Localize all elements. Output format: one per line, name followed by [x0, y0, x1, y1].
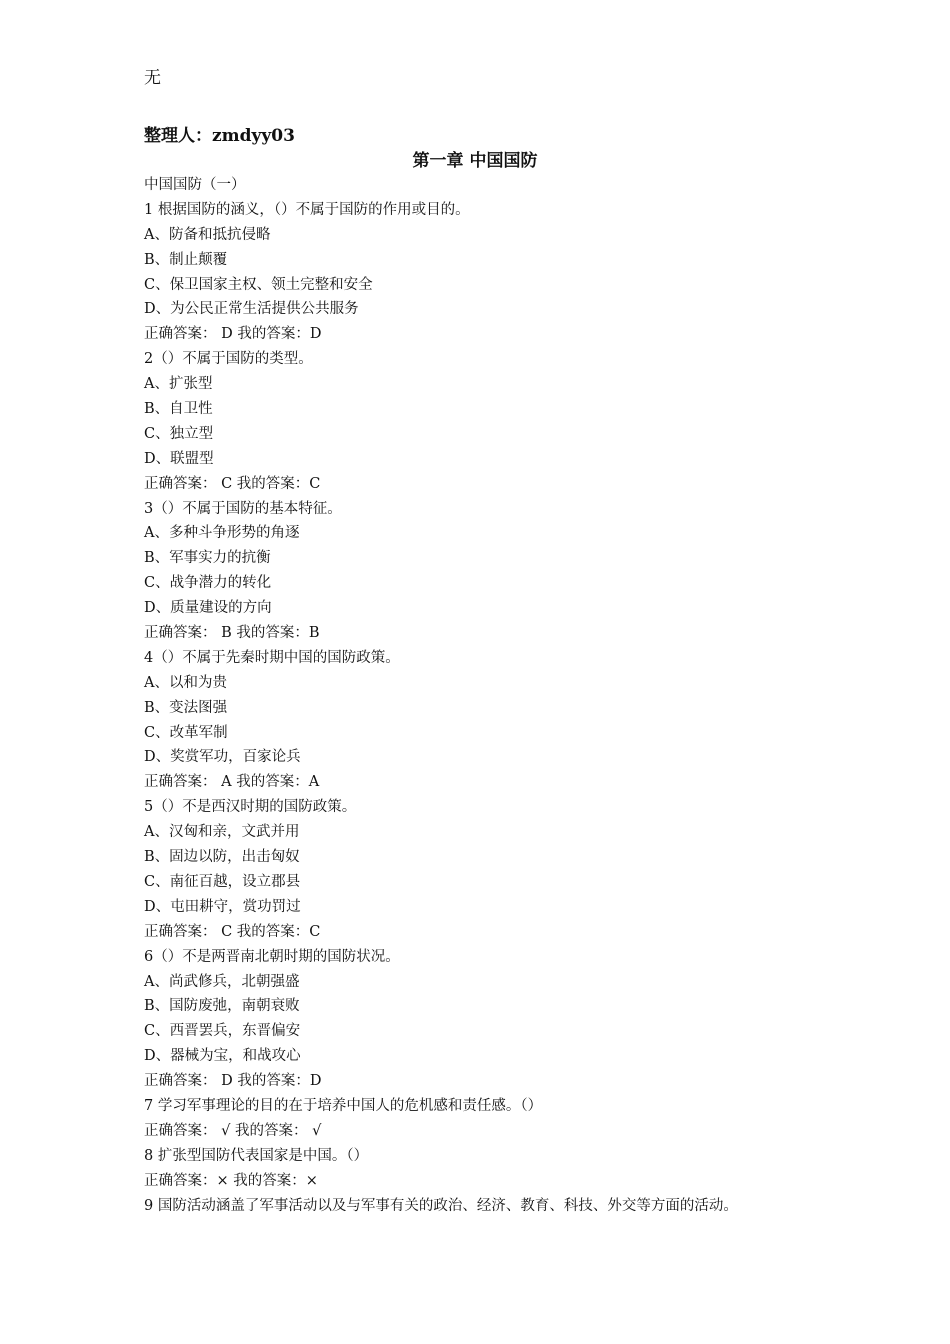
option-c: C、改革军制	[144, 724, 228, 741]
option-d: D、屯田耕守，赏功罚过	[144, 898, 301, 915]
question-8	[144, 1144, 824, 1194]
question-list	[144, 173, 824, 1218]
question-7	[144, 1094, 824, 1144]
organizer-line: 整理人：zmdyy03	[144, 126, 295, 146]
option-b: B、制止颠覆	[144, 251, 228, 268]
answer-line: 正确答案： C 我的答案：C	[144, 475, 321, 492]
answer-line: 正确答案： A 我的答案：A	[144, 774, 320, 791]
question-stem: 3（）不属于国防的基本特征。	[144, 500, 342, 517]
top-note: 无	[144, 68, 161, 88]
option-a: A、汉匈和亲，文武并用	[144, 824, 300, 841]
option-d: D、质量建设的方向	[144, 600, 272, 617]
option-b: B、固边以防，出击匈奴	[144, 849, 300, 866]
option-c: C、独立型	[144, 425, 214, 442]
question-stem: 4（）不属于先秦时期中国的国防政策。	[144, 649, 400, 666]
option-b: B、军事实力的抗衡	[144, 550, 271, 567]
option-d: D、器械为宝，和战攻心	[144, 1048, 301, 1065]
answer-line: 正确答案： C 我的答案：C	[144, 923, 321, 940]
answer-line: 正确答案： D 我的答案：D	[144, 1073, 322, 1090]
option-d: D、联盟型	[144, 450, 214, 467]
option-a: A、扩张型	[144, 376, 213, 393]
question-6	[144, 945, 824, 1094]
option-b: B、变法图强	[144, 699, 228, 716]
question-1	[144, 198, 824, 347]
option-c: C、西晋罢兵，东晋偏安	[144, 1023, 301, 1040]
question-stem: 2（）不属于国防的类型。	[144, 351, 313, 368]
answer-line: 正确答案：× 我的答案：×	[144, 1172, 318, 1189]
option-d: D、奖赏军功，百家论兵	[144, 749, 301, 766]
section-title: 中国国防（一）	[144, 177, 246, 193]
option-c: C、战争潜力的转化	[144, 575, 272, 592]
option-b: B、国防废弛，南朝衰败	[144, 998, 300, 1015]
answer-line: 正确答案： B 我的答案：B	[144, 625, 320, 642]
option-a: A、尚武修兵，北朝强盛	[144, 973, 300, 990]
option-c: C、保卫国家主权、领土完整和安全	[144, 276, 373, 293]
question-stem: 7 学习军事理论的目的在于培养中国人的危机感和责任感。（）	[144, 1097, 543, 1114]
question-stem: 8 扩张型国防代表国家是中国。（）	[144, 1147, 369, 1164]
question-3	[144, 497, 824, 646]
option-a: A、多种斗争形势的角逐	[144, 525, 300, 542]
question-9-stem: 9 国防活动涵盖了军事活动以及与军事有关的政治、经济、教育、科技、外交等方面的活动。	[144, 1197, 738, 1214]
chapter-title: 第一章 中国国防	[412, 151, 538, 171]
answer-line: 正确答案： √ 我的答案： √	[144, 1122, 322, 1139]
option-a: A、防备和抵抗侵略	[144, 226, 271, 243]
option-c: C、南征百越，设立郡县	[144, 873, 301, 890]
question-5	[144, 795, 824, 944]
option-d: D、为公民正常生活提供公共服务	[144, 301, 359, 318]
question-stem: 1 根据国防的涵义，（）不属于国防的作用或目的。	[144, 201, 470, 218]
option-b: B、自卫性	[144, 401, 213, 418]
question-4	[144, 646, 824, 795]
question-stem: 6（）不是两晋南北朝时期的国防状况。	[144, 948, 400, 965]
option-a: A、以和为贵	[144, 674, 227, 691]
answer-line: 正确答案： D 我的答案：D	[144, 326, 322, 343]
question-stem: 5（）不是西汉时期的国防政策。	[144, 799, 357, 816]
question-2	[144, 347, 824, 496]
